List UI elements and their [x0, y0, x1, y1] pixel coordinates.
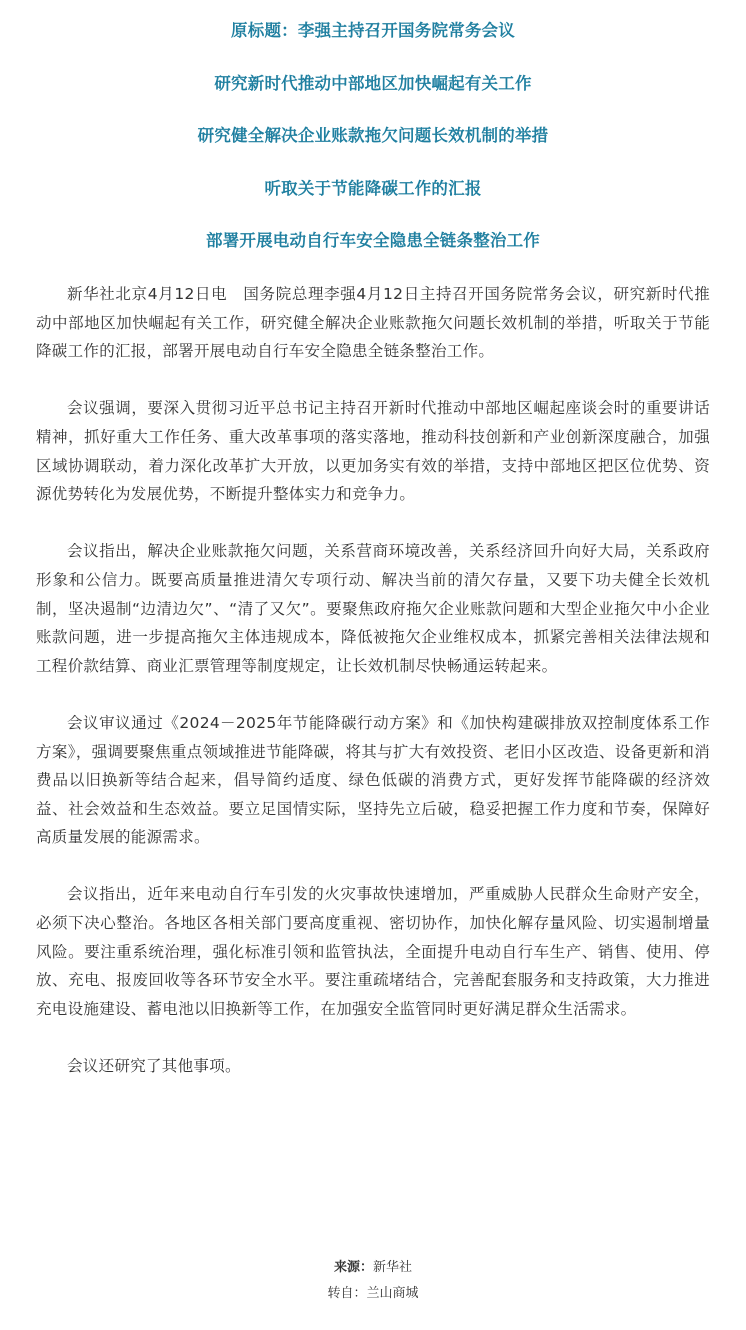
source-credits: [0, 1255, 746, 1307]
article-body: [36, 280, 710, 1109]
paragraph-ebike-safety: 会议指出，近年来电动自行车引发的火灾事故快速增加，严重威胁人民群众生命财产安全，必须下决心整治。各地区各相关部门要高度重视、密切协作，加快化解存量风险、切实遏制增量风险。要注重系统治理，强化标准引领和监管执法，全面提升电动自行车生产、销售、使用、停放、充电、报废回收等各环节安全水平。要注重疏堵结合，完善配套服务和支持政策，大力推进充电设施建设、蓄电池以旧换新等工作，在加强安全监管同时更好满足群众生活需求。: [36, 885, 710, 1018]
subtitle-energy-saving: 听取关于节能降碳工作的汇报: [264, 178, 482, 198]
original-title: 原标题：李强主持召开国务院常务会议: [231, 21, 515, 40]
source-label: 来源：: [333, 1260, 373, 1275]
repost-value: 兰山商城: [366, 1286, 419, 1301]
source-line: [0, 1255, 746, 1281]
headline-block: [0, 0, 746, 258]
paragraph-other-matters: 会议还研究了其他事项。: [67, 1057, 241, 1076]
paragraph-central-region: 会议强调，要深入贯彻习近平总书记主持召开新时代推动中部地区崛起座谈会时的重要讲话精神，抓好重大工作任务、重大改革事项的落实落地，推动科技创新和产业创新深度融合，加强区域协调联动，着力深化改革扩大开放，以更加务实有效的举措，支持中部地区把区位优势、资源优势转化为发展优势，不断提升整体实力和竞争力。: [36, 399, 710, 504]
source-value: 新华社: [373, 1260, 413, 1275]
repost-label: 转自：: [327, 1286, 367, 1301]
subtitle-payment-arrears: 研究健全解决企业账款拖欠问题长效机制的举措: [197, 126, 549, 145]
subtitle-ebike-safety: 部署开展电动自行车安全隐患全链条整治工作: [206, 231, 540, 250]
repost-line: [0, 1281, 746, 1307]
paragraph-payment-arrears: 会议指出，解决企业账款拖欠问题，关系营商环境改善，关系经济回升向好大局，关系政府形象和公信力。既要高质量推进清欠专项行动、解决当前的清欠存量，又要下功夫健全长效机制，坚决遏制“边清边欠”、“清了又欠”。要聚焦政府拖欠企业账款问题和大型企业拖欠中小企业账款问题，进一步提高拖欠主体违规成本，降低被拖欠企业维权成本，抓紧完善相关法律法规和工程价款结算、商业汇票管理等制度规定，让长效机制尽快畅通运转起来。: [36, 542, 710, 675]
paragraph-lead: 新华社北京4月12日电 国务院总理李强4月12日主持召开国务院常务会议，研究新时代推动中部地区加快崛起有关工作，研究健全解决企业账款拖欠问题长效机制的举措，听取关于节能降碳工作的汇报，部署开展电动自行车安全隐患全链条整治工作。: [36, 285, 710, 361]
paragraph-energy-saving: 会议审议通过《2024－2025年节能降碳行动方案》和《加快构建碳排放双控制度体系工作方案》，强调要聚焦重点领域推进节能降碳，将其与扩大有效投资、老旧小区改造、设备更新和消费品以旧换新等结合起来，倡导简约适度、绿色低碳的消费方式，更好发挥节能降碳的经济效益、社会效益和生态效益。要立足国情实际，坚持先立后破，稳妥把握工作力度和节奏，保障好高质量发展的能源需求。: [36, 713, 710, 847]
subtitle-central-region: 研究新时代推动中部地区加快崛起有关工作: [214, 73, 532, 93]
